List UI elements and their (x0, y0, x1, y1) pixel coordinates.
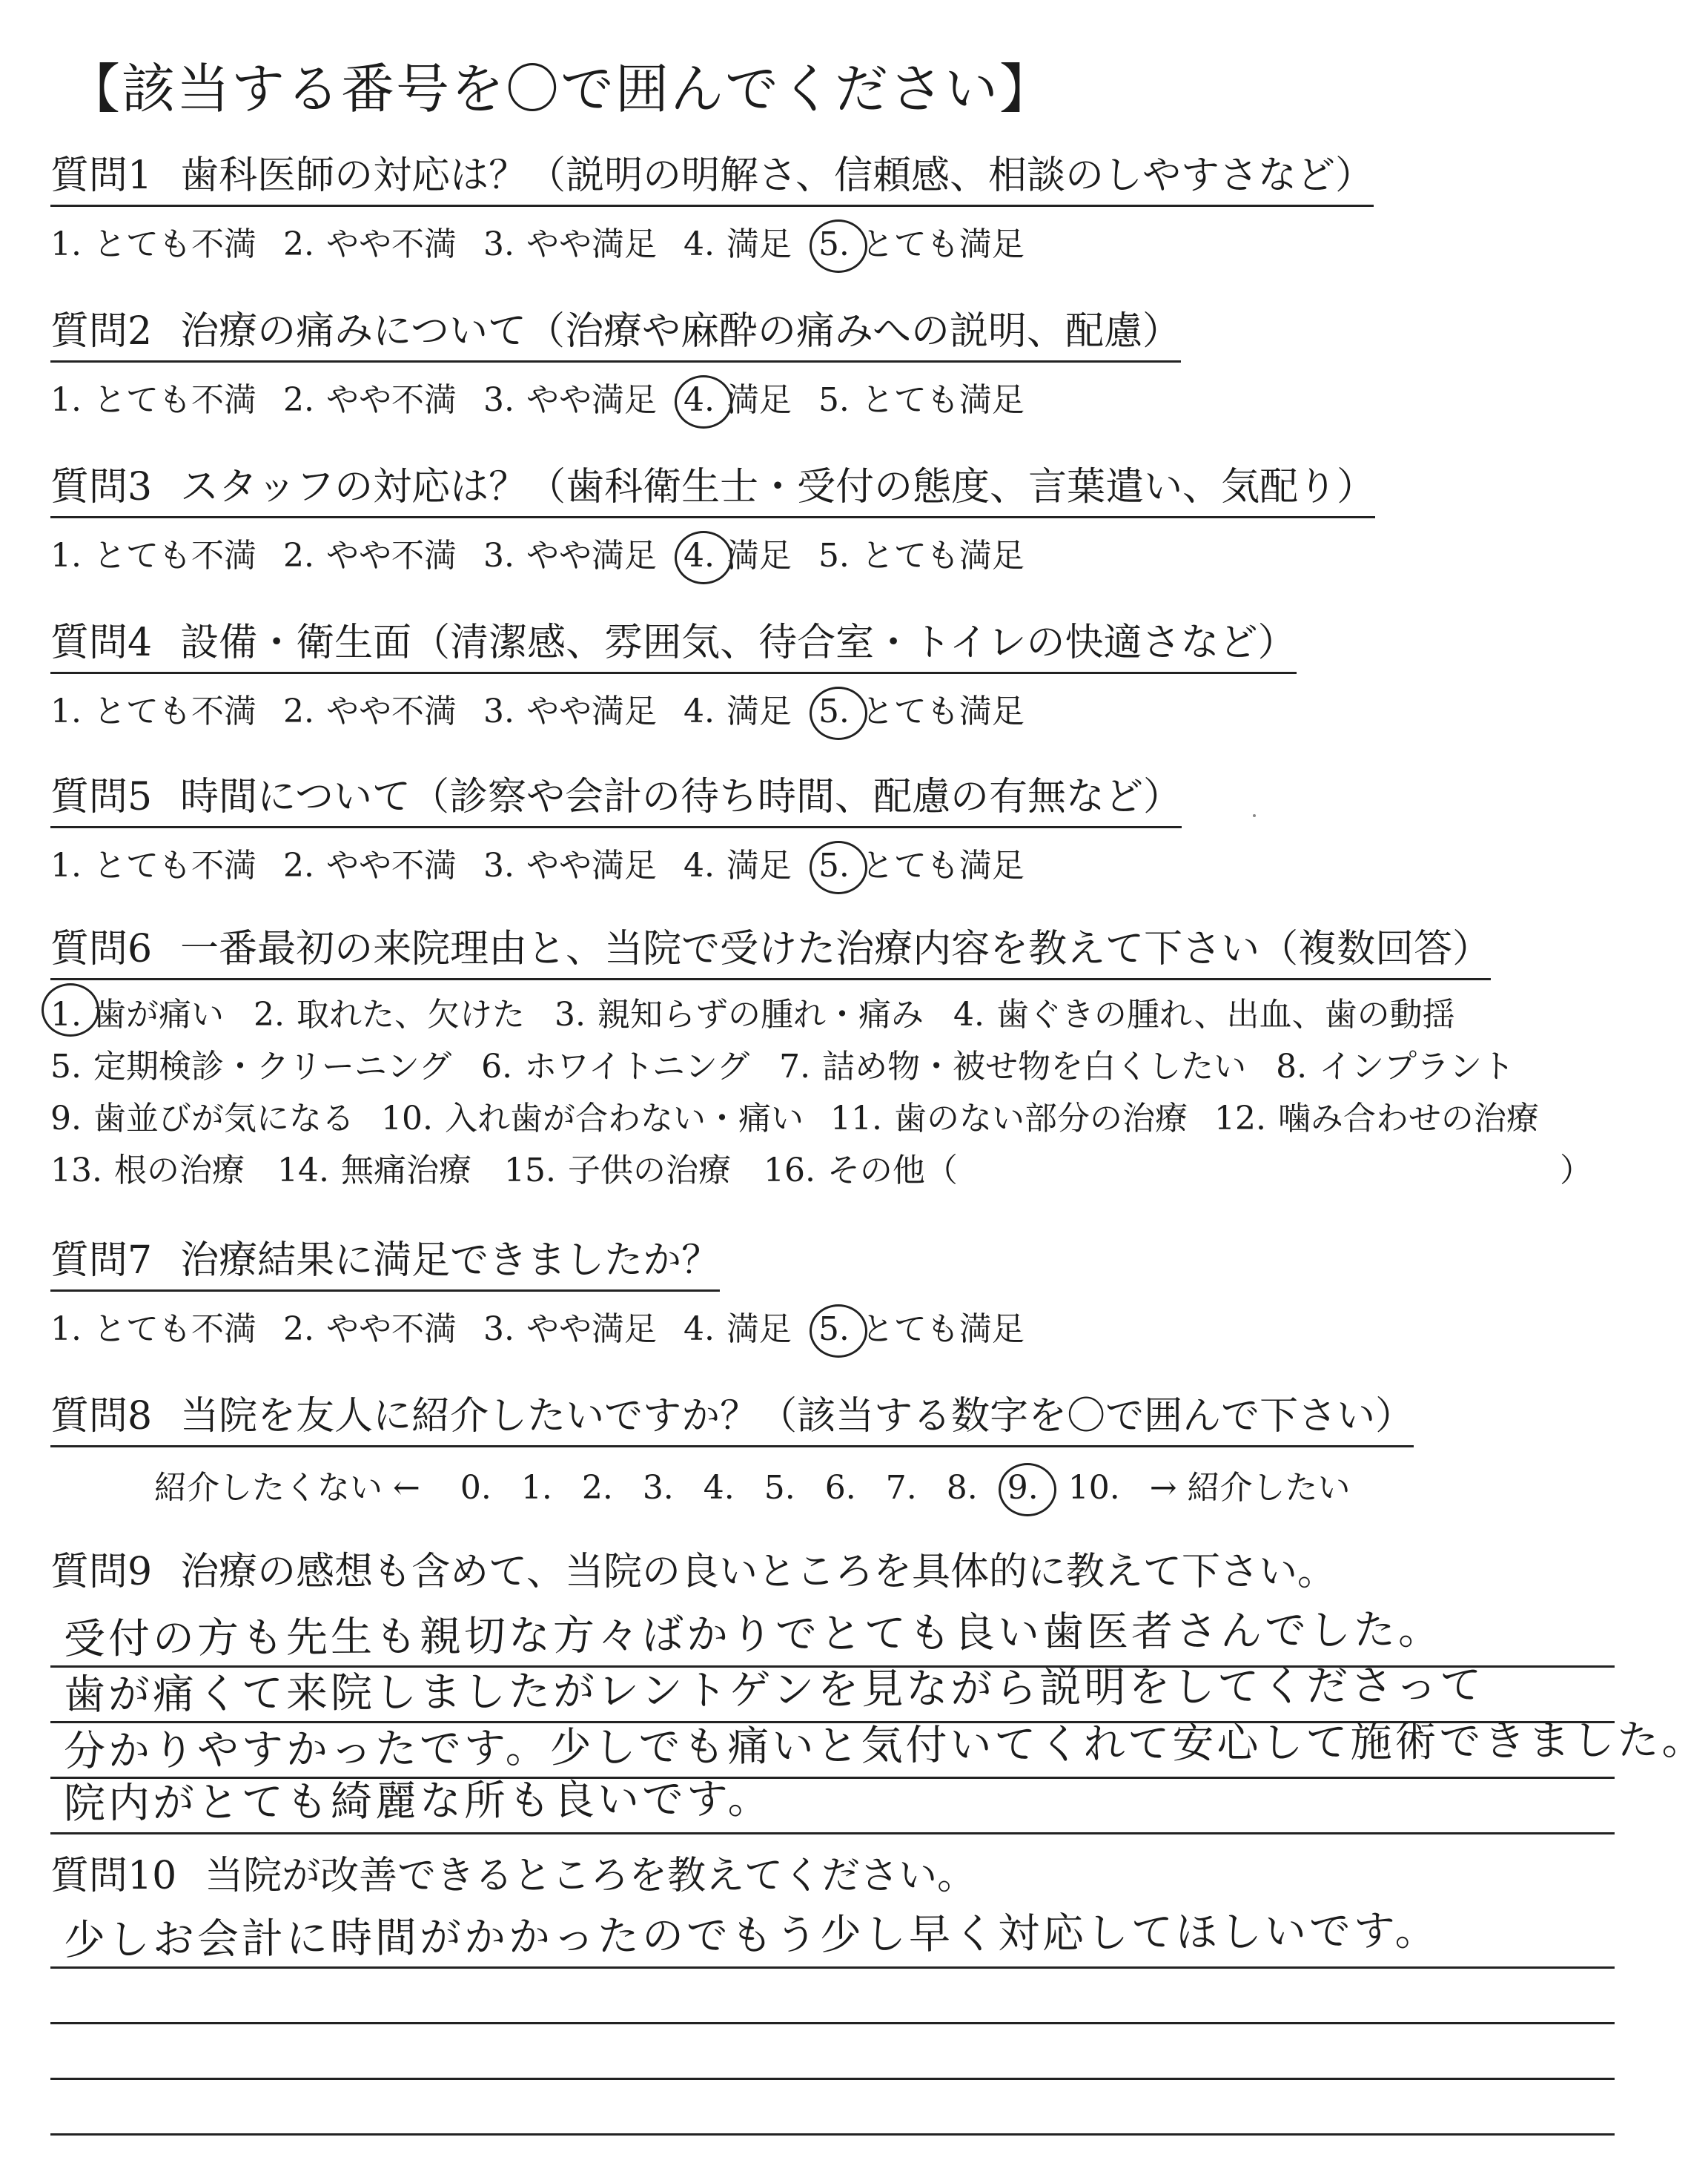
stray-mark (1253, 814, 1256, 817)
q6-option-2[interactable] (254, 989, 525, 1041)
rating-option-2[interactable] (283, 1302, 457, 1350)
question-10-title (50, 1852, 976, 1905)
scale-number: 7. (885, 1469, 917, 1507)
rating-option-1[interactable] (50, 684, 256, 732)
scale-left-label: 紹介したくない ← (154, 1469, 420, 1507)
q6-option-row (50, 989, 1681, 1041)
answer-line[interactable] (50, 1774, 1615, 1834)
option-number: 1. (50, 847, 82, 885)
option-number: 4. (683, 693, 715, 730)
option-label: ホワイトニング (524, 1048, 750, 1086)
answer-line[interactable] (50, 1969, 1615, 2024)
option-label: やや満足 (526, 693, 657, 730)
rating-option-4[interactable] (683, 1302, 792, 1350)
question-10-answer (50, 1906, 1615, 2136)
option-label: やや不満 (325, 1310, 457, 1348)
question-text: 治療結果に満足できましたか？ (180, 1238, 721, 1283)
rating-option-1[interactable] (50, 529, 256, 576)
rating-option-3[interactable] (483, 839, 657, 886)
scale-option-5[interactable] (764, 1469, 795, 1507)
rating-option-4[interactable] (683, 373, 792, 420)
question-1-title (50, 152, 1374, 207)
q6-option-13[interactable] (50, 1145, 245, 1197)
question-5-options (50, 839, 1681, 886)
question-3-title (50, 463, 1375, 518)
option-number: 2. (282, 381, 314, 419)
option-number: 6. (481, 1048, 513, 1086)
option-number: 4. (683, 537, 715, 575)
option-number: 3. (483, 1310, 514, 1348)
q6-option-12[interactable] (1214, 1093, 1539, 1145)
option-label: 無痛治療 (340, 1152, 471, 1189)
rating-option-1[interactable] (50, 839, 256, 886)
option-number: 3. (483, 381, 514, 419)
question-5 (50, 773, 1681, 886)
option-label: やや不満 (325, 537, 457, 575)
question-4-options (50, 684, 1681, 732)
option-number: 10. (380, 1100, 433, 1137)
rating-option-5[interactable] (818, 684, 1025, 732)
answer-line[interactable] (50, 2080, 1615, 2136)
question-text: 一番最初の来院理由と、当院で受けた治療内容を教えて下さい（複数回答） (180, 927, 1492, 971)
scale-option-8[interactable] (947, 1469, 978, 1507)
question-2-title (50, 308, 1181, 363)
option-number: 15. (503, 1152, 556, 1189)
option-label: 取れた、欠けた (296, 996, 525, 1034)
rating-option-4[interactable] (683, 684, 792, 732)
scale-option-9[interactable] (1007, 1469, 1039, 1507)
question-number: 質問5 (50, 775, 153, 819)
option-number: 11. (830, 1100, 882, 1137)
option-label: 満足 (726, 225, 792, 263)
question-7 (50, 1237, 1681, 1350)
question-7-options (50, 1302, 1681, 1350)
handwritten-answer: 院内がとても綺麗な所も良いです。 (63, 1774, 772, 1829)
scale-number: 6. (824, 1469, 856, 1507)
option-number: 4. (683, 1310, 715, 1348)
question-number: 質問1 (50, 153, 153, 198)
option-number: 3. (483, 537, 514, 575)
handwritten-answer: 分かりやすかったです。少しでも痛いと気付いてくれて安心して施術できました。 (63, 1716, 1707, 1776)
question-text: 治療の感想も含めて、当院の良いところを具体的に教えて下さい。 (180, 1550, 1337, 1594)
rating-option-5[interactable] (818, 217, 1025, 265)
scale-option-7[interactable] (886, 1469, 917, 1507)
q6-option-row (50, 1041, 1681, 1093)
rating-option-3[interactable] (483, 373, 657, 420)
scale-option-1[interactable] (521, 1469, 552, 1507)
option-label: とても不満 (93, 1310, 256, 1348)
option-label: 満足 (726, 1310, 792, 1348)
option-number: 5. (818, 847, 850, 885)
option-label: 満足 (726, 381, 792, 419)
q6-option-15[interactable] (504, 1145, 731, 1197)
q6-option-row (50, 1093, 1681, 1145)
question-9-answer (50, 1605, 1707, 1834)
option-number: 5. (818, 693, 850, 730)
option-label: 子供の治療 (567, 1152, 731, 1189)
option-label: 歯のない部分の治療 (893, 1100, 1188, 1137)
scale-number: 2. (581, 1469, 613, 1507)
question-6-title (50, 925, 1491, 980)
handwritten-answer: 少しお会計に時間がかかったのでもう少し早く対応してほしいです。 (63, 1906, 1440, 1965)
question-9 (50, 1548, 1681, 1601)
rating-option-5[interactable] (818, 529, 1025, 576)
option-number: 2. (282, 537, 314, 575)
scale-number: 4. (703, 1469, 735, 1507)
option-number: 16. (763, 1152, 815, 1189)
option-label: 歯ぐきの腫れ、出血、歯の動揺 (996, 996, 1455, 1034)
option-number: 4. (953, 996, 984, 1034)
option-number: 9. (50, 1100, 82, 1137)
rating-option-2[interactable] (283, 684, 457, 732)
q6-option-10[interactable] (381, 1093, 804, 1145)
question-5-title (50, 773, 1182, 828)
option-label: 歯並びが気になる (93, 1100, 354, 1137)
option-number: 1. (50, 1310, 82, 1348)
question-number: 質問10 (50, 1854, 177, 1898)
rating-option-4[interactable] (683, 217, 792, 265)
other-close-paren: ） (1560, 1152, 1592, 1189)
option-label: やや不満 (325, 693, 457, 730)
rating-option-3[interactable] (483, 529, 657, 576)
scale-number: 1. (520, 1469, 552, 1507)
question-4 (50, 619, 1681, 732)
option-label: とても不満 (93, 693, 256, 730)
option-label: やや満足 (526, 537, 657, 575)
option-label: 歯が痛い (93, 996, 224, 1034)
option-label: 噛み合わせの治療 (1277, 1100, 1539, 1137)
scale-option-3[interactable] (643, 1469, 674, 1507)
option-label: やや満足 (526, 1310, 657, 1348)
rating-option-3[interactable] (483, 684, 657, 732)
option-number: 2. (282, 1310, 314, 1348)
option-number: 2. (282, 847, 314, 885)
question-6-options (50, 989, 1681, 1197)
option-number: 5. (818, 537, 850, 575)
option-label: 満足 (726, 537, 792, 575)
question-number: 質問4 (50, 621, 153, 665)
scale-number: 10. (1068, 1469, 1120, 1507)
q6-option-9[interactable] (50, 1093, 354, 1145)
option-label: インプラント (1319, 1048, 1515, 1086)
q6-option-5[interactable] (50, 1041, 451, 1093)
q6-option-3[interactable] (555, 989, 924, 1041)
option-number: 1. (50, 989, 82, 1041)
option-number: 2. (253, 996, 285, 1034)
option-number: 4. (683, 225, 715, 263)
question-text: 歯科医師の対応は？（説明の明解さ、信頼感、相談のしやすさなど） (180, 153, 1374, 198)
rating-option-1[interactable] (50, 217, 256, 265)
option-number: 4. (683, 847, 715, 885)
q6-option-1[interactable] (50, 989, 224, 1041)
rating-option-5[interactable] (818, 839, 1025, 886)
question-8-title (50, 1393, 1414, 1447)
option-label: とても満足 (861, 225, 1025, 263)
option-number: 5. (818, 381, 850, 419)
rating-option-2[interactable] (283, 373, 457, 420)
option-label: とても満足 (861, 537, 1025, 575)
option-label: やや満足 (526, 225, 657, 263)
question-number: 質問6 (50, 927, 153, 971)
question-text: 当院が改善できるところを教えてください。 (205, 1854, 976, 1898)
question-8 (50, 1393, 1681, 1508)
question-number: 質問3 (50, 465, 153, 509)
rating-option-2[interactable] (283, 529, 457, 576)
question-number: 質問7 (50, 1238, 153, 1283)
option-label: 満足 (726, 693, 792, 730)
question-text: 治療の痛みについて（治療や麻酔の痛みへの説明、配慮） (180, 309, 1182, 354)
option-label: 親知らずの腫れ・痛み (597, 996, 924, 1034)
scale-number: 3. (642, 1469, 674, 1507)
scale-number: 0. (460, 1469, 491, 1507)
question-3 (50, 463, 1681, 576)
option-number: 4. (683, 381, 715, 419)
question-text: 当院を友人に紹介したいですか？（該当する数字を〇で囲んで下さい） (180, 1394, 1414, 1439)
rating-option-4[interactable] (683, 839, 792, 886)
q6-option-16[interactable] (764, 1145, 958, 1197)
question-9-title (50, 1548, 1336, 1601)
q6-option-7[interactable] (779, 1041, 1246, 1093)
option-number: 3. (554, 996, 586, 1034)
option-label: その他（ (827, 1152, 958, 1189)
question-3-options (50, 529, 1681, 576)
option-label: とても満足 (861, 1310, 1025, 1348)
scale-option-6[interactable] (825, 1469, 856, 1507)
option-number: 14. (277, 1152, 329, 1189)
option-number: 5. (818, 1310, 850, 1348)
scale-number: 5. (764, 1469, 795, 1507)
question-text: 設備・衛生面（清潔感、雰囲気、待合室・トイレの快適さなど） (180, 621, 1297, 665)
option-label: とても不満 (93, 225, 256, 263)
option-label: とても満足 (861, 847, 1025, 885)
option-number: 7. (779, 1048, 811, 1086)
option-number: 13. (50, 1152, 102, 1189)
question-1-options (50, 217, 1681, 265)
rating-option-5[interactable] (818, 1302, 1025, 1350)
answer-line[interactable] (50, 2024, 1615, 2080)
option-number: 2. (282, 225, 314, 263)
question-number: 質問2 (50, 309, 153, 354)
handwritten-answer: 歯が痛くて来院しましたがレントゲンを見ながら説明をしてくださって (63, 1661, 1485, 1720)
page-heading: 【該当する番号を〇で囲んでください】 (67, 58, 1055, 120)
question-number: 質問9 (50, 1550, 153, 1594)
option-number: 3. (483, 225, 514, 263)
option-number: 12. (1214, 1100, 1266, 1137)
question-1 (50, 152, 1681, 265)
option-label: やや不満 (325, 225, 457, 263)
option-number: 3. (483, 847, 514, 885)
option-number: 5. (50, 1048, 82, 1086)
answer-line[interactable] (50, 1906, 1615, 1969)
option-number: 1. (50, 537, 82, 575)
option-label: 根の治療 (113, 1152, 245, 1189)
rating-option-3[interactable] (483, 1302, 657, 1350)
q6-option-11[interactable] (830, 1093, 1188, 1145)
option-label: やや満足 (526, 381, 657, 419)
option-number: 8. (1276, 1048, 1308, 1086)
option-label: 満足 (726, 847, 792, 885)
q6-option-8[interactable] (1276, 1041, 1515, 1093)
rating-option-4[interactable] (683, 529, 792, 576)
option-label: やや不満 (325, 847, 457, 885)
option-label: やや不満 (325, 381, 457, 419)
option-number: 2. (282, 693, 314, 730)
scale-option-4[interactable] (704, 1469, 735, 1507)
option-number: 1. (50, 381, 82, 419)
rating-option-2[interactable] (283, 839, 457, 886)
option-number: 1. (50, 225, 82, 263)
question-4-title (50, 619, 1297, 674)
q6-option-row (50, 1145, 1681, 1197)
rating-option-1[interactable] (50, 373, 256, 420)
option-label: やや満足 (526, 847, 657, 885)
scale-option-10[interactable] (1068, 1469, 1120, 1507)
q6-option-14[interactable] (277, 1145, 471, 1197)
scale-option-0[interactable] (460, 1469, 491, 1507)
question-6 (50, 925, 1681, 1197)
question-2 (50, 308, 1681, 420)
question-2-options (50, 373, 1681, 420)
option-label: 入れ歯が合わない・痛い (444, 1100, 804, 1137)
question-7-title (50, 1237, 720, 1292)
q6-option-4[interactable] (953, 989, 1455, 1041)
rating-option-5[interactable] (818, 373, 1025, 420)
question-text: 時間について（診察や会計の待ち時間、配慮の有無など） (180, 775, 1182, 819)
option-number: 3. (483, 693, 514, 730)
option-label: とても不満 (93, 847, 256, 885)
question-10 (50, 1852, 1681, 1905)
rating-option-3[interactable] (483, 217, 657, 265)
q6-option-6[interactable] (481, 1041, 749, 1093)
option-label: とても満足 (861, 693, 1025, 730)
option-label: とても不満 (93, 381, 256, 419)
question-text: スタッフの対応は？（歯科衛生士・受付の態度、言葉遣い、気配り） (180, 465, 1376, 509)
scale-right-label: → 紹介したい (1149, 1469, 1351, 1507)
option-label: 定期検診・クリーニング (93, 1048, 452, 1086)
option-label: とても不満 (93, 537, 256, 575)
rating-option-2[interactable] (283, 217, 457, 265)
scale-option-2[interactable] (582, 1469, 613, 1507)
question-number: 質問8 (50, 1394, 153, 1439)
option-label: とても満足 (861, 381, 1025, 419)
scale-number: 8. (946, 1469, 978, 1507)
rating-option-1[interactable] (50, 1302, 256, 1350)
option-number: 5. (818, 225, 850, 263)
option-label: 詰め物・被せ物を白くしたい (822, 1048, 1247, 1086)
option-number: 1. (50, 693, 82, 730)
handwritten-answer: 受付の方も先生も親切な方々ばかりでとても良い歯医者さんでした。 (63, 1605, 1443, 1664)
scale-number: 9. (1007, 1469, 1039, 1507)
recommend-scale (50, 1461, 1681, 1508)
